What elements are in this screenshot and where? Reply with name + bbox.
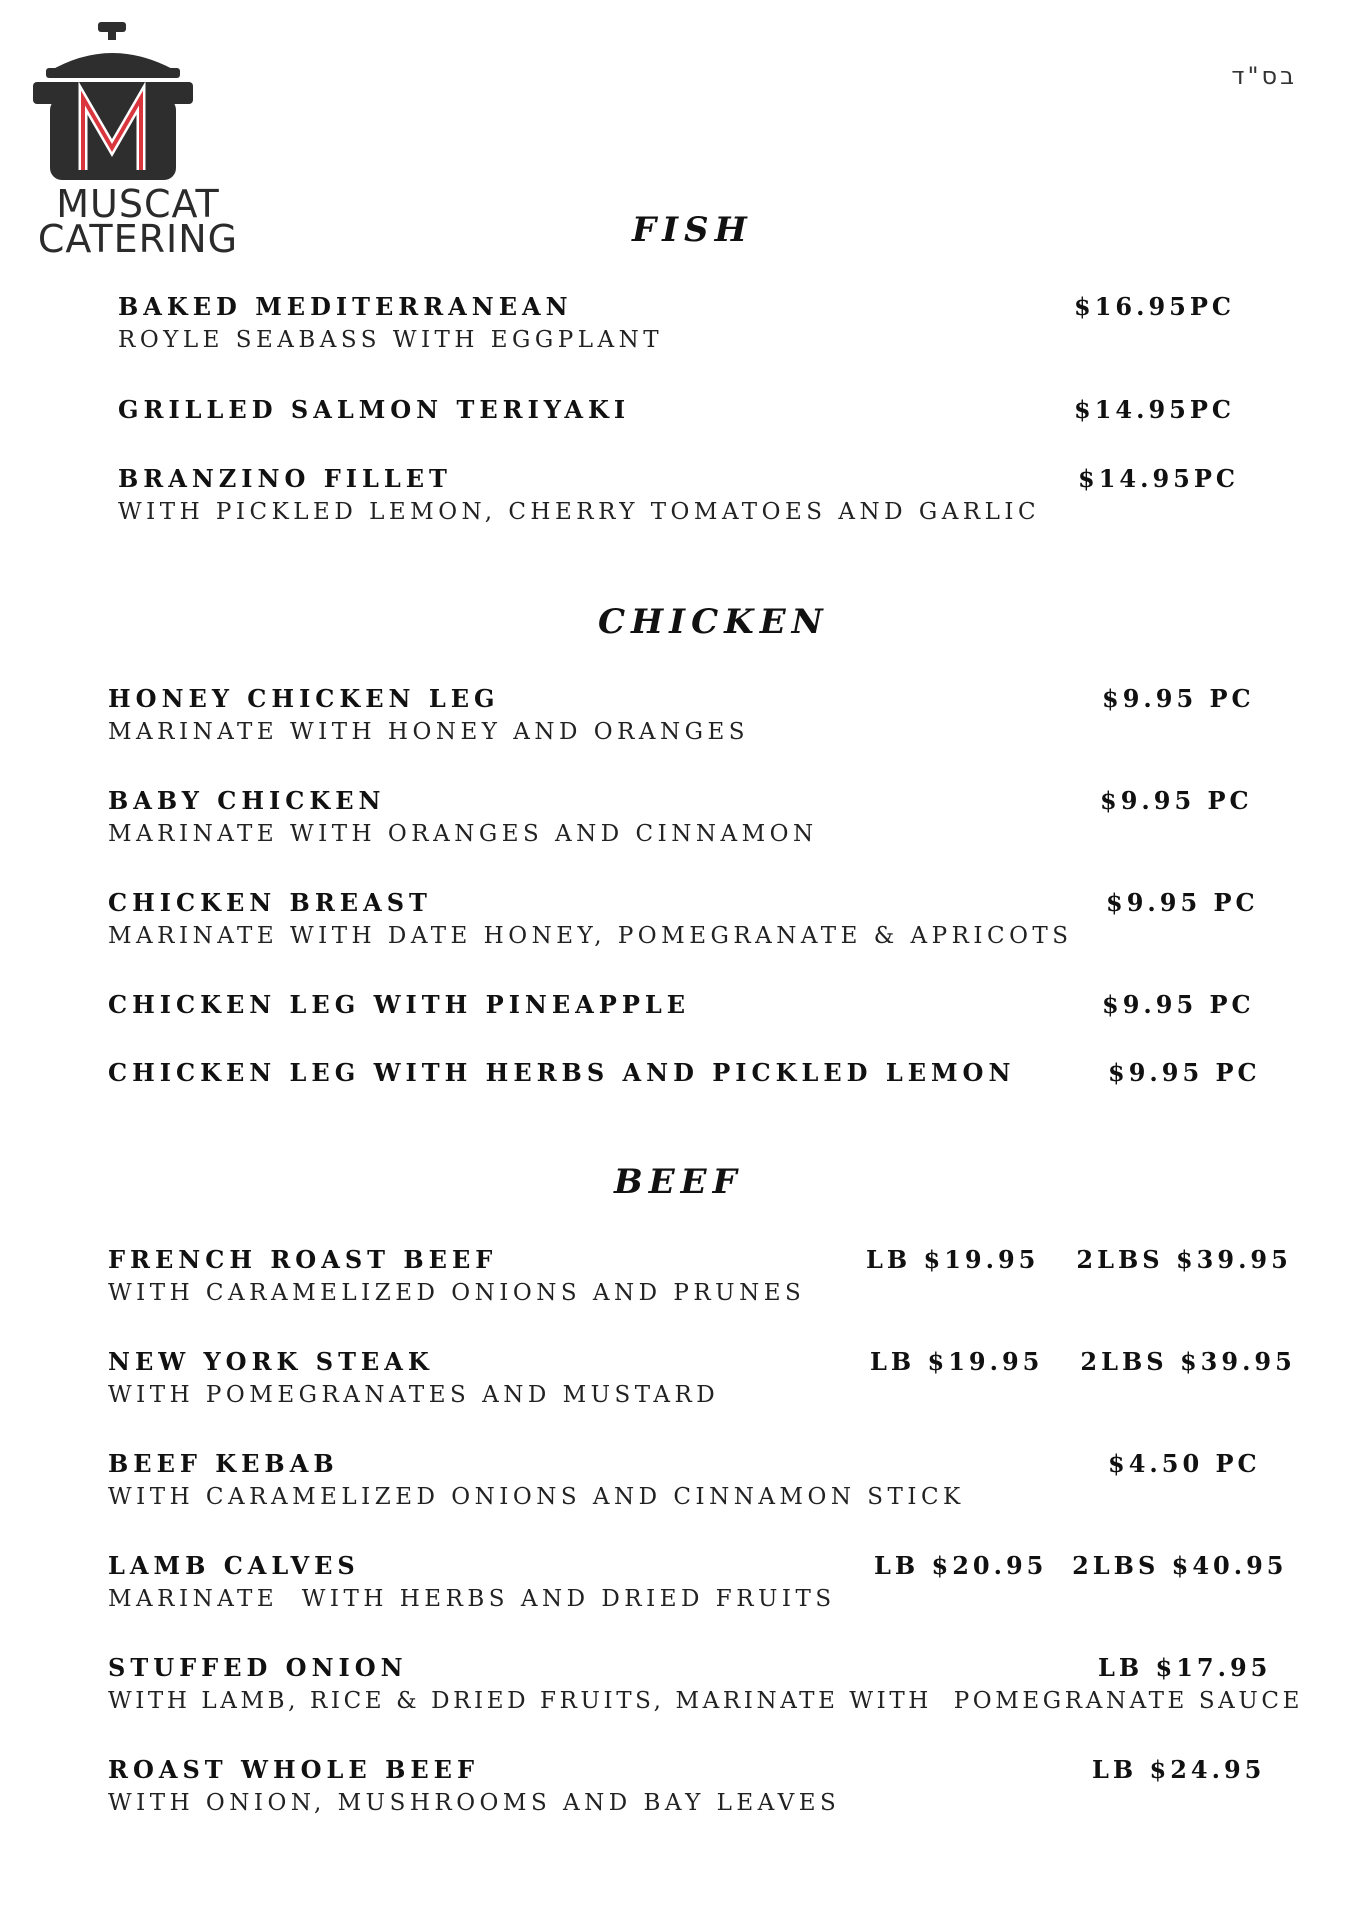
item-description: ROYLE SEABASS WITH EGGPLANT — [118, 327, 664, 353]
section-title-beef: BEEF — [614, 1162, 743, 1202]
item-description: WITH ONION, MUSHROOMS AND BAY LEAVES — [108, 1790, 841, 1816]
item-price: $9.95 PC — [1106, 888, 1259, 917]
item-name: HONEY CHICKEN LEG — [108, 684, 500, 713]
item-name: GRILLED SALMON TERIYAKI — [118, 395, 631, 424]
brand-line-1: MUSCAT — [56, 182, 220, 226]
item-name: BEEF KEBAB — [108, 1449, 339, 1478]
item-name: BABY CHICKEN — [108, 786, 386, 815]
item-description: WITH CARAMELIZED ONIONS AND PRUNES — [108, 1280, 806, 1306]
item-price: LB $17.95 — [1098, 1653, 1272, 1682]
item-name: BAKED MEDITERRANEAN — [118, 292, 573, 321]
item-description: WITH POMEGRANATES AND MUSTARD — [108, 1382, 720, 1408]
muscat-catering-logo — [28, 20, 248, 260]
item-name: CHICKEN LEG WITH PINEAPPLE — [108, 990, 691, 1019]
item-name: FRENCH ROAST BEEF — [108, 1245, 498, 1274]
brand-line-2: CATERING — [37, 217, 239, 261]
item-description: MARINATE WITH ORANGES AND CINNAMON — [108, 821, 818, 847]
section-title-chicken: CHICKEN — [598, 602, 829, 642]
item-description: MARINATE WITH HONEY AND ORANGES — [108, 719, 750, 745]
item-price: $14.95PC — [1078, 464, 1239, 493]
item-name: CHICKEN LEG WITH HERBS AND PICKLED LEMON — [108, 1058, 1016, 1087]
header-mark: בס"ד — [1231, 62, 1297, 90]
item-price: $9.95 PC — [1102, 684, 1255, 713]
item-price: LB $19.95 2LBS $39.95 — [866, 1245, 1292, 1274]
item-name: NEW YORK STEAK — [108, 1347, 434, 1376]
item-price: $16.95PC — [1074, 292, 1235, 321]
item-price: LB $24.95 — [1092, 1755, 1266, 1784]
item-description: MARINATE WITH HERBS AND DRIED FRUITS — [108, 1586, 836, 1612]
item-description: WITH LAMB, RICE & DRIED FRUITS, MARINATE WITH POMEGRANATE SAUCE — [108, 1688, 1303, 1714]
item-name: ROAST WHOLE BEEF — [108, 1755, 479, 1784]
item-price: $9.95 PC — [1108, 1058, 1261, 1087]
item-price: $4.50 PC — [1108, 1449, 1261, 1478]
item-name: CHICKEN BREAST — [108, 888, 432, 917]
item-price: $9.95 PC — [1102, 990, 1255, 1019]
item-name: BRANZINO FILLET — [118, 464, 452, 493]
item-price: LB $20.95 2LBS $40.95 — [874, 1551, 1288, 1580]
section-title-fish: FISH — [632, 210, 753, 250]
pot-logo-icon — [28, 20, 248, 190]
item-name: LAMB CALVES — [108, 1551, 360, 1580]
item-price: LB $19.95 2LBS $39.95 — [870, 1347, 1296, 1376]
item-description: MARINATE WITH DATE HONEY, POMEGRANATE & APRICOTS — [108, 923, 1073, 949]
item-description: WITH PICKLED LEMON, CHERRY TOMATOES AND GARLIC — [118, 499, 1041, 525]
item-description: WITH CARAMELIZED ONIONS AND CINNAMON STICK — [108, 1484, 965, 1510]
item-price: $9.95 PC — [1100, 786, 1253, 815]
item-name: STUFFED ONION — [108, 1653, 408, 1682]
item-price: $14.95PC — [1074, 395, 1235, 424]
